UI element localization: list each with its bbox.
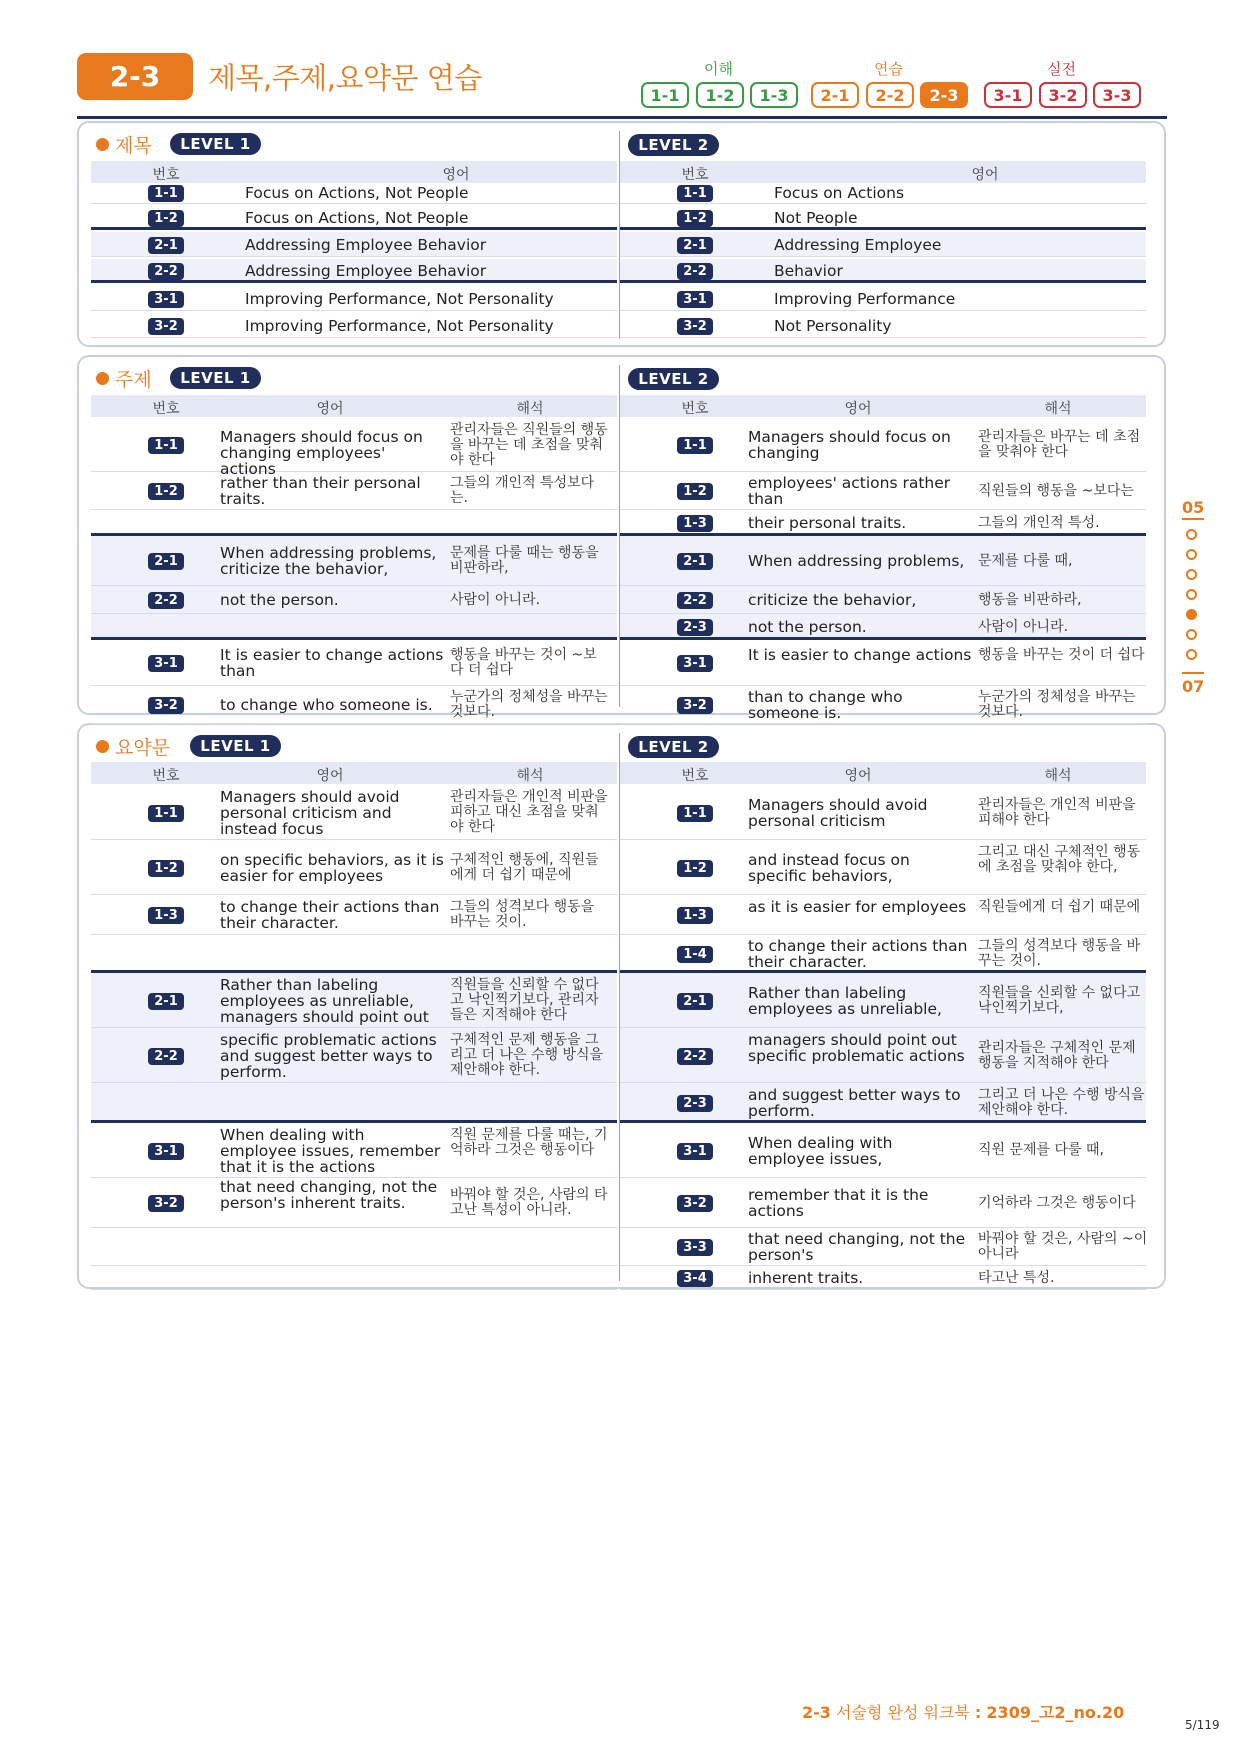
row-english-text: Improving Performance, Not Personality <box>245 316 554 335</box>
section-label <box>96 131 152 158</box>
row-english-text: Focus on Actions, Not People <box>245 183 469 202</box>
page-number: 5/119 <box>1185 1718 1220 1732</box>
row-number-badge: 2-1 <box>148 237 184 254</box>
row-korean-text: 그들의 개인적 특성. <box>978 514 1100 531</box>
row-english-text: that need changing, not the person's <box>748 1230 966 1264</box>
row-korean-text: 그들의 성격보다 행동을 바꾸는 것이. <box>450 899 595 930</box>
header-num: 번호 <box>681 401 709 417</box>
tracker-step-icon <box>1186 569 1197 580</box>
row-number-badge: 2-1 <box>677 553 713 570</box>
header-eng: 영어 <box>316 768 344 784</box>
footer-separator: : <box>974 1703 982 1722</box>
row-number-badge: 2-2 <box>677 592 713 609</box>
row-english-text: When addressing problems, criticize the behavior, <box>220 544 437 578</box>
row-number-badge: 1-1 <box>677 437 713 454</box>
header-kor: 해석 <box>516 768 544 784</box>
row-english-text: rather than their personal traits. <box>220 474 421 508</box>
row-korean-text: 사람이 아니라. <box>978 618 1069 635</box>
level-1-badge: LEVEL 1 <box>170 367 261 389</box>
table-header <box>620 762 1146 784</box>
row-korean-text: 행동을 바꾸는 것이 ~보다 더 쉽다 <box>450 647 597 678</box>
row-english-text: to change their actions than their character. <box>220 898 440 932</box>
row-korean-text: 관리자들은 개인적 비판을 피하고 대신 초점을 맞춰야 한다 <box>450 789 608 835</box>
row-english-text: specific problematic actions and suggest better ways to perform. <box>220 1030 437 1081</box>
row-korean-text: 관리자들은 바꾸는 데 초점을 맞춰야 한다 <box>978 429 1141 460</box>
row-number-badge: 1-1 <box>677 805 713 822</box>
row-english-text: It is easier to change actions than <box>220 646 444 680</box>
row-number-badge: 3-2 <box>148 697 184 714</box>
table-row <box>91 614 617 640</box>
row-english-text: criticize the behavior, <box>748 591 917 609</box>
row-number-badge: 3-1 <box>677 1143 713 1160</box>
footer <box>802 1700 1124 1723</box>
row-number-badge: 2-1 <box>677 993 713 1010</box>
level-1-badge: LEVEL 1 <box>190 735 281 757</box>
section-bullet-icon <box>96 138 109 151</box>
nav-pill-2-3[interactable]: 2-3 <box>920 82 968 108</box>
nav-pill-2-2[interactable]: 2-2 <box>866 82 914 108</box>
table-row <box>91 1266 617 1290</box>
row-english-text: to change their actions than their character. <box>748 937 968 971</box>
row-number-badge: 1-1 <box>148 805 184 822</box>
table-row <box>91 935 617 973</box>
level-1-badge: LEVEL 1 <box>170 133 261 155</box>
table-row <box>91 1228 617 1266</box>
section-label <box>96 365 152 392</box>
row-korean-text: 바꿔야 할 것은, 사람의 ~이 아니라 <box>978 1231 1148 1262</box>
section-title: 요약문 <box>115 737 171 759</box>
nav-pill-3-3[interactable]: 3-3 <box>1093 82 1141 108</box>
row-number-badge: 3-2 <box>148 318 184 335</box>
row-english-text: Addressing Employee Behavior <box>245 235 487 254</box>
row-korean-text: 구체적인 행동에, 직원들에게 더 쉽기 때문에 <box>450 851 599 883</box>
row-korean-text: 관리자들은 구체적인 문제 행동을 지적해야 한다 <box>978 1039 1136 1071</box>
row-number-badge: 3-1 <box>148 291 184 308</box>
row-number-badge: 3-2 <box>677 697 713 714</box>
table-header <box>620 395 1146 417</box>
row-number-badge: 2-2 <box>677 1048 713 1065</box>
row-korean-text: 관리자들은 직원들의 행동을 바꾸는 데 초점을 맞춰야 한다 <box>450 421 608 468</box>
tracker-step-icon <box>1186 529 1197 540</box>
row-number-badge: 1-2 <box>677 210 713 227</box>
header-eng: 영어 <box>844 401 872 417</box>
row-korean-text: 그리고 더 나은 수행 방식을 제안해야 한다. <box>978 1087 1145 1118</box>
row-english-text: Managers should focus on changing employees' actions <box>220 428 423 478</box>
row-number-badge: 1-2 <box>677 483 713 500</box>
nav-pill-3-2[interactable]: 3-2 <box>1039 82 1087 108</box>
nav-pill-1-1[interactable]: 1-1 <box>641 82 689 108</box>
row-english-text: Not People <box>774 209 858 227</box>
row-number-badge: 1-2 <box>148 483 184 500</box>
row-number-badge: 3-1 <box>677 291 713 308</box>
tracker-step-icon <box>1186 589 1197 600</box>
nav-group-label: 실전 <box>1047 60 1076 78</box>
row-english-text: inherent traits. <box>748 1269 864 1287</box>
header-num: 번호 <box>681 768 709 784</box>
row-english-text: Not Personality <box>774 316 892 335</box>
row-english-text: Focus on Actions, Not People <box>245 209 469 227</box>
section-bullet-icon <box>96 740 109 753</box>
level-2-badge: LEVEL 2 <box>628 134 719 156</box>
row-english-text: not the person. <box>220 591 339 609</box>
row-korean-text: 문제를 다룰 때, <box>978 552 1073 569</box>
nav-group-label: 이해 <box>704 60 733 78</box>
row-english-text: Rather than labeling employees as unreliable, managers should point out <box>220 975 429 1026</box>
row-number-badge: 3-2 <box>677 1195 713 1212</box>
nav-pill-1-2[interactable]: 1-2 <box>696 82 744 108</box>
header-num: 번호 <box>152 167 180 183</box>
table-header <box>91 395 617 417</box>
row-english-text: It is easier to change actions <box>748 646 972 664</box>
row-english-text: Improving Performance, Not Personality <box>245 289 554 308</box>
row-number-badge: 1-3 <box>677 515 713 532</box>
page-title: 제목,주제,요약문 연습 <box>208 61 482 95</box>
row-english-text: that need changing, not the person's inherent traits. <box>220 1178 438 1212</box>
row-korean-text: 타고난 특성. <box>978 1269 1055 1286</box>
footer-title: 서술형 완성 워크북 <box>836 1703 970 1722</box>
tracker-line <box>1182 672 1204 674</box>
row-korean-text: 직원들에게 더 쉽기 때문에 <box>978 899 1141 915</box>
section-title: 제목 <box>115 135 152 157</box>
row-number-badge: 1-4 <box>677 946 713 963</box>
lesson-badge: 2-3 <box>77 53 193 100</box>
row-korean-text: 구체적인 문제 행동을 그리고 더 나은 수행 방식을 제안해야 한다. <box>450 1032 604 1078</box>
row-korean-text: 누군가의 정체성을 바꾸는 것보다. <box>450 689 608 720</box>
section-bullet-icon <box>96 372 109 385</box>
row-english-text: than to change who someone is. <box>748 688 903 722</box>
header-kor: 해석 <box>1044 768 1072 784</box>
footer-doc: 2309_고2_no.20 <box>986 1703 1125 1722</box>
nav-pill-3-1[interactable]: 3-1 <box>984 82 1032 108</box>
row-english-text: employees' actions rather than <box>748 474 951 508</box>
row-english-text: Improving Performance <box>774 289 956 308</box>
header-kor: 해석 <box>1044 401 1072 417</box>
header-eng: 영어 <box>971 167 999 183</box>
row-number-badge: 3-1 <box>148 1143 184 1160</box>
row-english-text: Rather than labeling employees as unreliable, <box>748 983 942 1018</box>
header-num: 번호 <box>681 167 709 183</box>
tracker-step-icon <box>1186 549 1197 560</box>
row-english-text: not the person. <box>748 618 867 636</box>
row-english-text: Behavior <box>774 262 843 280</box>
level-2-badge: LEVEL 2 <box>628 368 719 390</box>
row-number-badge: 2-2 <box>148 263 184 280</box>
row-korean-text: 그리고 대신 구체적인 행동에 초점을 맞춰야 한다, <box>978 844 1141 875</box>
row-number-badge: 2-3 <box>677 1095 713 1112</box>
header-num: 번호 <box>152 401 180 417</box>
row-korean-text: 누군가의 정체성을 바꾸는 것보다. <box>978 689 1136 720</box>
row-english-text: When addressing problems, <box>748 552 965 570</box>
row-number-badge: 2-2 <box>148 592 184 609</box>
tracker-step-icon <box>1186 649 1197 660</box>
table-row <box>91 1083 617 1123</box>
row-number-badge: 1-2 <box>148 210 184 227</box>
table-row <box>91 510 617 536</box>
row-korean-text: 직원 문제를 다룰 때는, 기억하라 그것은 행동이다 <box>450 1127 608 1158</box>
tracker-start-label: 05 <box>1182 498 1205 517</box>
row-english-text: Managers should focus on changing <box>748 428 951 462</box>
footer-code: 2-3 <box>802 1703 831 1722</box>
row-number-badge: 1-3 <box>677 907 713 924</box>
row-english-text: remember that it is the actions <box>748 1186 929 1220</box>
nav-group-label: 연습 <box>874 60 903 78</box>
row-number-badge: 2-1 <box>148 993 184 1010</box>
level-2-badge: LEVEL 2 <box>628 736 719 758</box>
header-kor: 해석 <box>516 401 544 417</box>
row-number-badge: 3-1 <box>148 655 184 672</box>
row-number-badge: 3-3 <box>677 1239 713 1256</box>
row-english-text: When dealing with employee issues, remember that it is the actions <box>220 1125 441 1176</box>
row-number-badge: 3-1 <box>677 655 713 672</box>
row-korean-text: 문제를 다룰 때는 행동을 비판하라, <box>450 545 599 576</box>
row-number-badge: 2-1 <box>148 553 184 570</box>
row-english-text: Addressing Employee Behavior <box>245 262 487 280</box>
row-english-text: When dealing with employee issues, <box>748 1133 893 1168</box>
row-english-text: their personal traits. <box>748 514 907 532</box>
row-korean-text: 그들의 성격보다 행동을 바꾸는 것이. <box>978 938 1141 969</box>
row-number-badge: 2-2 <box>148 1048 184 1065</box>
table-header <box>91 762 617 784</box>
row-english-text: on specific behaviors, as it is easier for employees <box>220 850 444 885</box>
row-english-text: Addressing Employee <box>774 235 942 254</box>
header-eng: 영어 <box>442 167 470 183</box>
row-number-badge: 1-2 <box>148 860 184 877</box>
row-korean-text: 직원들의 행동을 ~보다는 <box>978 482 1134 499</box>
section-label <box>96 733 170 760</box>
row-number-badge: 3-2 <box>148 1195 184 1212</box>
nav-pill-1-3[interactable]: 1-3 <box>750 82 798 108</box>
row-number-badge: 3-4 <box>677 1270 713 1287</box>
row-english-text: Focus on Actions <box>774 183 905 202</box>
row-korean-text: 그들의 개인적 특성보다는. <box>450 475 595 506</box>
row-korean-text: 직원들을 신뢰할 수 없다고 낙인찍기보다, 관리자들은 지적해야 한다 <box>450 977 599 1023</box>
header-divider <box>77 116 1167 119</box>
row-korean-text: 행동을 비판하라, <box>978 591 1082 608</box>
row-english-text: managers should point out specific problematic actions <box>748 1030 965 1065</box>
row-english-text: and instead focus on specific behaviors, <box>748 850 910 885</box>
row-number-badge: 3-2 <box>677 318 713 335</box>
row-korean-text: 행동을 바꾸는 것이 더 쉽다 <box>978 647 1145 663</box>
row-english-text: Managers should avoid personal criticism and instead focus <box>220 787 400 838</box>
header-eng: 영어 <box>316 401 344 417</box>
row-number-badge: 1-2 <box>677 860 713 877</box>
section-title: 주제 <box>115 369 152 391</box>
row-number-badge: 1-1 <box>148 185 184 202</box>
nav-pill-2-1[interactable]: 2-1 <box>811 82 859 108</box>
tracker-end-label: 07 <box>1182 677 1205 696</box>
header-eng: 영어 <box>844 768 872 784</box>
tracker-line <box>1182 518 1204 520</box>
row-number-badge: 2-3 <box>677 619 713 636</box>
row-korean-text: 직원들을 신뢰할 수 없다고 낙인찍기보다, <box>978 984 1141 1016</box>
row-korean-text: 관리자들은 개인적 비판을 피해야 한다 <box>978 796 1136 828</box>
row-english-text: to change who someone is. <box>220 696 433 714</box>
table-header <box>91 161 617 183</box>
table-header <box>620 161 1146 183</box>
row-number-badge: 2-2 <box>677 263 713 280</box>
tracker-step-icon <box>1186 629 1197 640</box>
row-number-badge: 1-3 <box>148 907 184 924</box>
row-korean-text: 바꿔야 할 것은, 사람의 타고난 특성이 아니라. <box>450 1187 608 1218</box>
row-number-badge: 1-1 <box>148 437 184 454</box>
row-korean-text: 기억하라 그것은 행동이다 <box>978 1194 1136 1211</box>
row-english-text: as it is easier for employees <box>748 898 967 916</box>
row-english-text: Managers should avoid personal criticism <box>748 795 928 830</box>
row-korean-text: 사람이 아니라. <box>450 591 541 608</box>
tracker-step-icon <box>1186 609 1197 620</box>
row-english-text: and suggest better ways to perform. <box>748 1086 961 1120</box>
row-number-badge: 2-1 <box>677 237 713 254</box>
row-number-badge: 1-1 <box>677 185 713 202</box>
header-num: 번호 <box>152 768 180 784</box>
row-korean-text: 직원 문제를 다룰 때, <box>978 1142 1104 1158</box>
